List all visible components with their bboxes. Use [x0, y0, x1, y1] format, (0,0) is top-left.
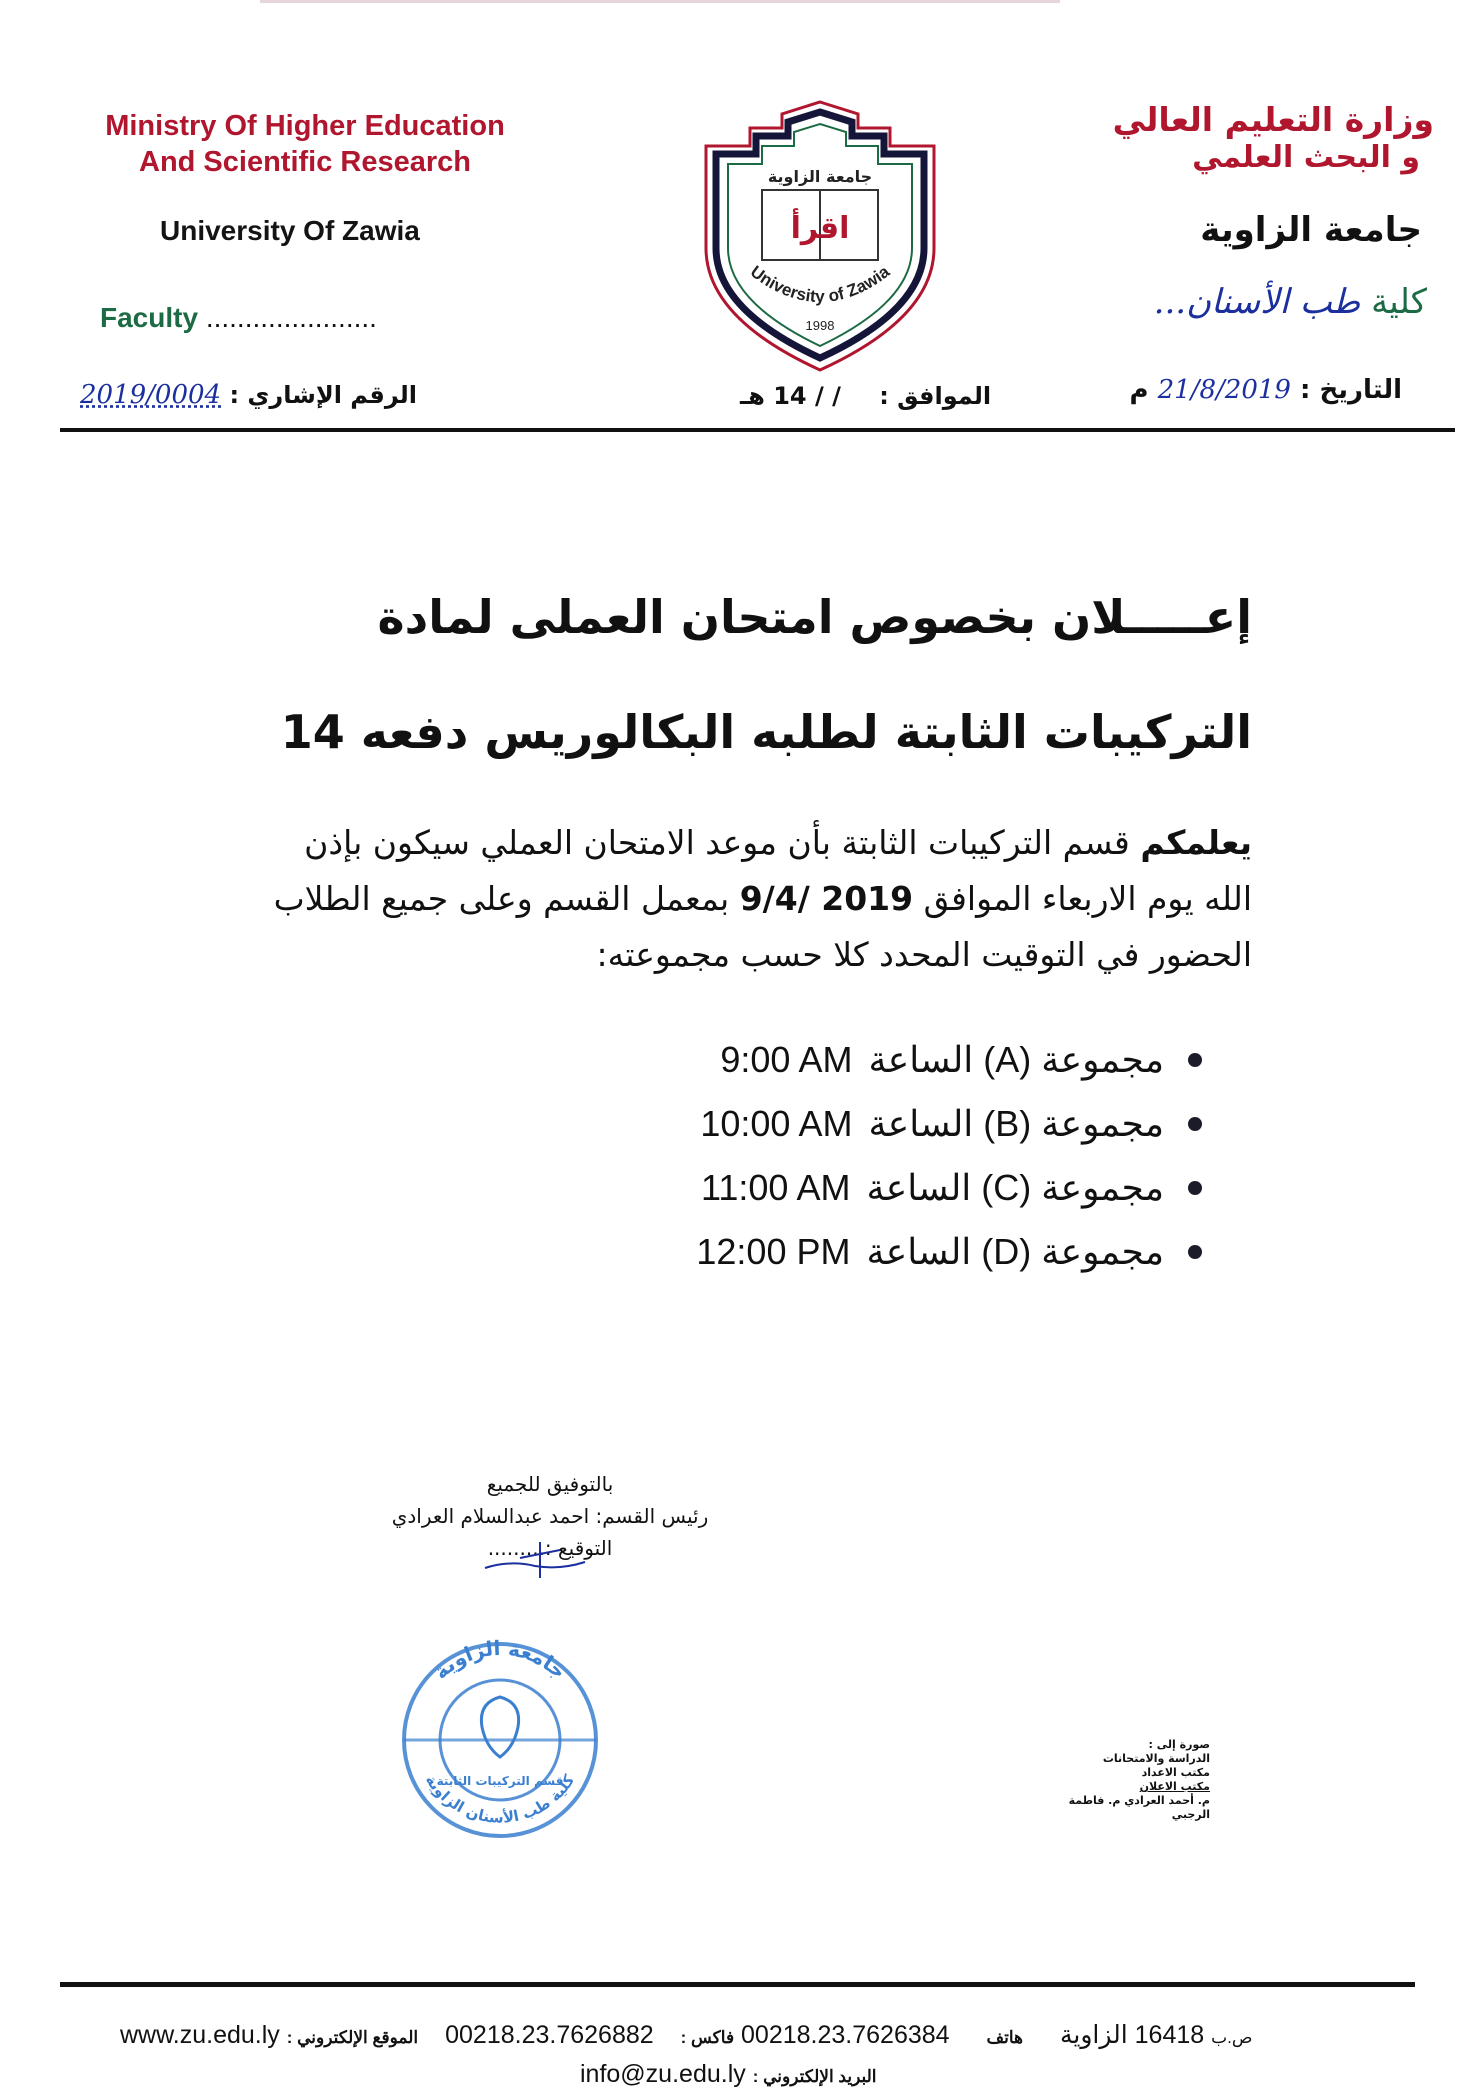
group-item [502, 1220, 1202, 1284]
reference-number-field [80, 380, 417, 410]
stamp-bottom-text: كلية طب الأسنان الزاوية [421, 1771, 579, 1827]
ministry-name-ar-line2: و البحث العلمي [1192, 140, 1420, 175]
cc-line: صورة إلى : [1148, 1738, 1210, 1751]
bullet-icon [1188, 1117, 1202, 1131]
ministry-name-en [95, 108, 515, 180]
po-box-label: ص.ب [1211, 2028, 1253, 2047]
email-label: البريد الإلكتروني : [752, 2067, 877, 2086]
svg-text:جامعة الزاوية [429, 1636, 571, 1684]
phone-value: 00218.23.7626384 [741, 2021, 950, 2049]
bullet-icon [1188, 1181, 1202, 1195]
fax-value: 00218.23.7626882 [445, 2021, 654, 2049]
group-time: 12:00 PM [696, 1231, 851, 1272]
top-edge-mark [260, 0, 1060, 3]
reference-label: الرقم الإشاري : [229, 381, 418, 409]
body-lead: يعلمكم [1140, 823, 1252, 862]
hijri-date-field [740, 382, 991, 410]
logo-top-text: جامعة الزاوية [767, 167, 873, 186]
phone-label: هاتف [986, 2028, 1024, 2047]
logo-book-text: اقرأ [790, 211, 850, 246]
ministry-name-ar-line1: وزارة التعليم العالي [1112, 100, 1434, 139]
faculty-label-en: Faculty [100, 302, 199, 333]
po-box-value: 16418 الزاوية [1059, 2021, 1205, 2049]
hijri-value: / / 14 هـ [740, 382, 841, 410]
body-date: 2019 /9/4 [739, 879, 914, 918]
ministry-en-line2: And Scientific Research [139, 146, 471, 178]
stamp-middle-text: قسم التركيبات الثابتة [436, 1774, 564, 1788]
group-item [502, 1156, 1202, 1220]
stamp-shield-icon [481, 1697, 518, 1757]
faculty-label-ar: كلية [1371, 282, 1427, 322]
footer-contact-line1 [120, 2020, 1252, 2050]
signature-line: التوقيع :......... [487, 1536, 613, 1560]
department-stamp [380, 1635, 620, 1845]
announcement-title-line2: التركيبات الثابتة لطلبه البكالوريس دفعه 14 [280, 705, 1252, 759]
group-time: 11:00 AM [701, 1167, 851, 1208]
website-label: الموقع الإلكتروني : [286, 2028, 419, 2047]
university-name-en: University Of Zawia [160, 215, 420, 246]
cc-line: مكتب الاعلان [1139, 1780, 1210, 1793]
group-label: مجموعة (A) الساعة [868, 1039, 1164, 1080]
faculty-dots-en: ...................... [205, 302, 377, 333]
group-time: 9:00 AM [720, 1039, 853, 1080]
logo-arc-text: University of Zawia [746, 261, 894, 307]
announcement-title-line1: إعـــــلان بخصوص امتحان العملى لمادة [377, 590, 1252, 644]
footer-divider [60, 1982, 1415, 1987]
date-suffix: م [1129, 375, 1149, 405]
group-item [502, 1028, 1202, 1092]
body-tail: بمعمل القسم وعلى جميع الطلاب الحضور في التوقيت المحدد كلا حسب مجموعته: [273, 879, 1252, 974]
date-value: 21/8/2019 [1157, 375, 1291, 405]
university-name-ar: جامعة الزاوية [1200, 210, 1422, 250]
fax-label: فاكس : [680, 2028, 735, 2047]
logo-year: 1998 [805, 318, 835, 333]
footer-contact-line2 [580, 2060, 876, 2089]
cc-line: م. أحمد العرادي م. فاطمة الرجبي [1068, 1794, 1210, 1821]
cc-line: مكتب الاعداد [1141, 1766, 1210, 1779]
website-value[interactable]: www.zu.edu.ly [120, 2021, 280, 2049]
group-schedule-list [502, 1028, 1202, 1284]
faculty-field-ar [1154, 282, 1427, 322]
university-logo [700, 98, 940, 373]
copy-to-block [1050, 1738, 1210, 1822]
cc-line: الدراسة والامتحانات [1102, 1752, 1210, 1765]
group-item [502, 1092, 1202, 1156]
department-head: رئيس القسم: احمد عبدالسلام العرادي [391, 1504, 709, 1528]
bullet-icon [1188, 1053, 1202, 1067]
stamp-top-text: جامعة الزاوية [428, 1635, 572, 1684]
announcement-body [252, 815, 1252, 983]
group-label: مجموعة (D) الساعة [866, 1231, 1164, 1272]
date-label: التاريخ : [1300, 375, 1402, 405]
ministry-en-line1: Ministry Of Higher Education [105, 110, 505, 142]
header-divider [60, 428, 1455, 432]
closing-text: بالتوفيق للجميع [486, 1472, 614, 1496]
bullet-icon [1188, 1245, 1202, 1259]
reference-value: 2019/0004 [80, 380, 222, 410]
date-field [1130, 375, 1402, 405]
group-label: مجموعة (C) الساعة [866, 1167, 1164, 1208]
faculty-field-en [100, 302, 377, 334]
body-rest: قسم التركيبات الثابتة بأن موعد الامتحان العملي سيكون بإذن الله يوم الاربعاء الموافق [304, 823, 1252, 918]
group-label: مجموعة (B) الساعة [868, 1103, 1164, 1144]
handwritten-signature-icon [480, 1540, 590, 1580]
group-time: 10:00 AM [700, 1103, 853, 1144]
faculty-handwritten-ar: طب الأسنان... [1153, 282, 1361, 322]
email-value[interactable]: info@zu.edu.ly [580, 2060, 746, 2088]
corresponding-label: الموافق : [879, 382, 992, 410]
